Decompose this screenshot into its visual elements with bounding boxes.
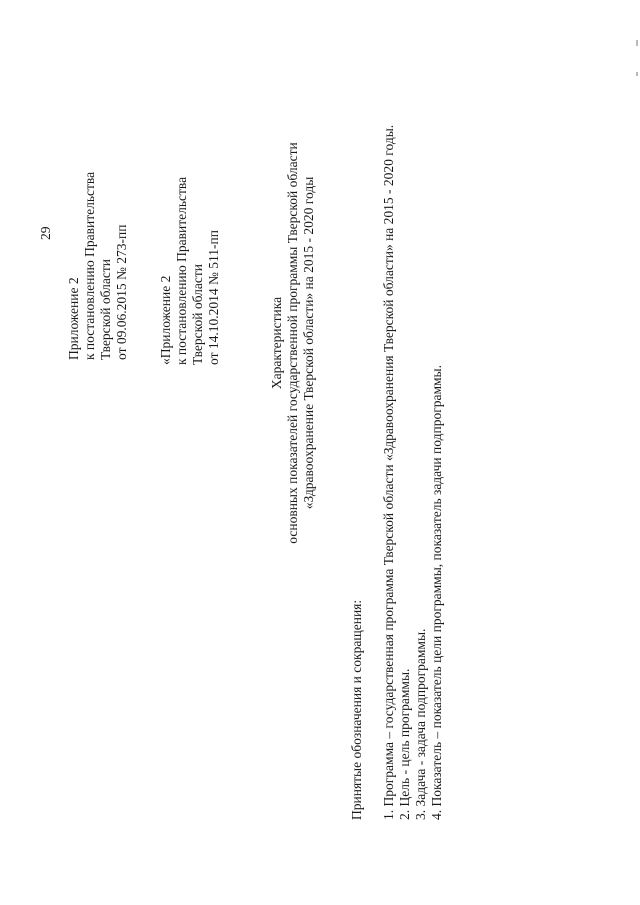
abbreviation-item: 2. Цель - цель программы. [397,668,412,820]
appendix-line: «Приложение 2 [158,275,173,365]
abbreviation-item: 1. Программа – государственная программа Тверской области «Здравоохранения Тверской области» на 2015 - 2020 годы. [381,124,396,820]
appendix-line: к постановлению Правительства [82,171,97,360]
page-number: 29 [38,226,53,240]
appendix-line: Тверской области [190,264,205,365]
appendix-reference-previous [158,177,222,365]
appendix-line: от 09.06.2015 № 273-пп [114,224,129,360]
appendix-line: к постановлению Правительства [174,176,189,365]
scan-edge-mark [636,72,638,76]
document-title [269,113,317,573]
abbreviations-heading: Принятые обозначения и сокращения: [349,599,364,820]
title-line: «Здравоохранение Тверской области» на 2015 - 2020 годы [301,176,316,510]
abbreviation-item: 3. Задача - задача подпрограммы. [413,628,428,820]
appendix-reference-current [66,172,130,360]
title-line: Характеристика [269,296,284,390]
appendix-line: от 14.10.2014 № 511-пп [206,230,221,365]
appendix-line: Приложение 2 [66,277,81,360]
appendix-line: Тверской области [98,259,113,360]
abbreviation-item: 4. Показатель – показатель цели программы, показатель задачи подпрограммы. [429,364,444,820]
abbreviations-section [349,125,445,820]
scan-edge-mark [636,40,638,46]
title-line: основных показателей государственной программы Тверской области [285,142,300,544]
